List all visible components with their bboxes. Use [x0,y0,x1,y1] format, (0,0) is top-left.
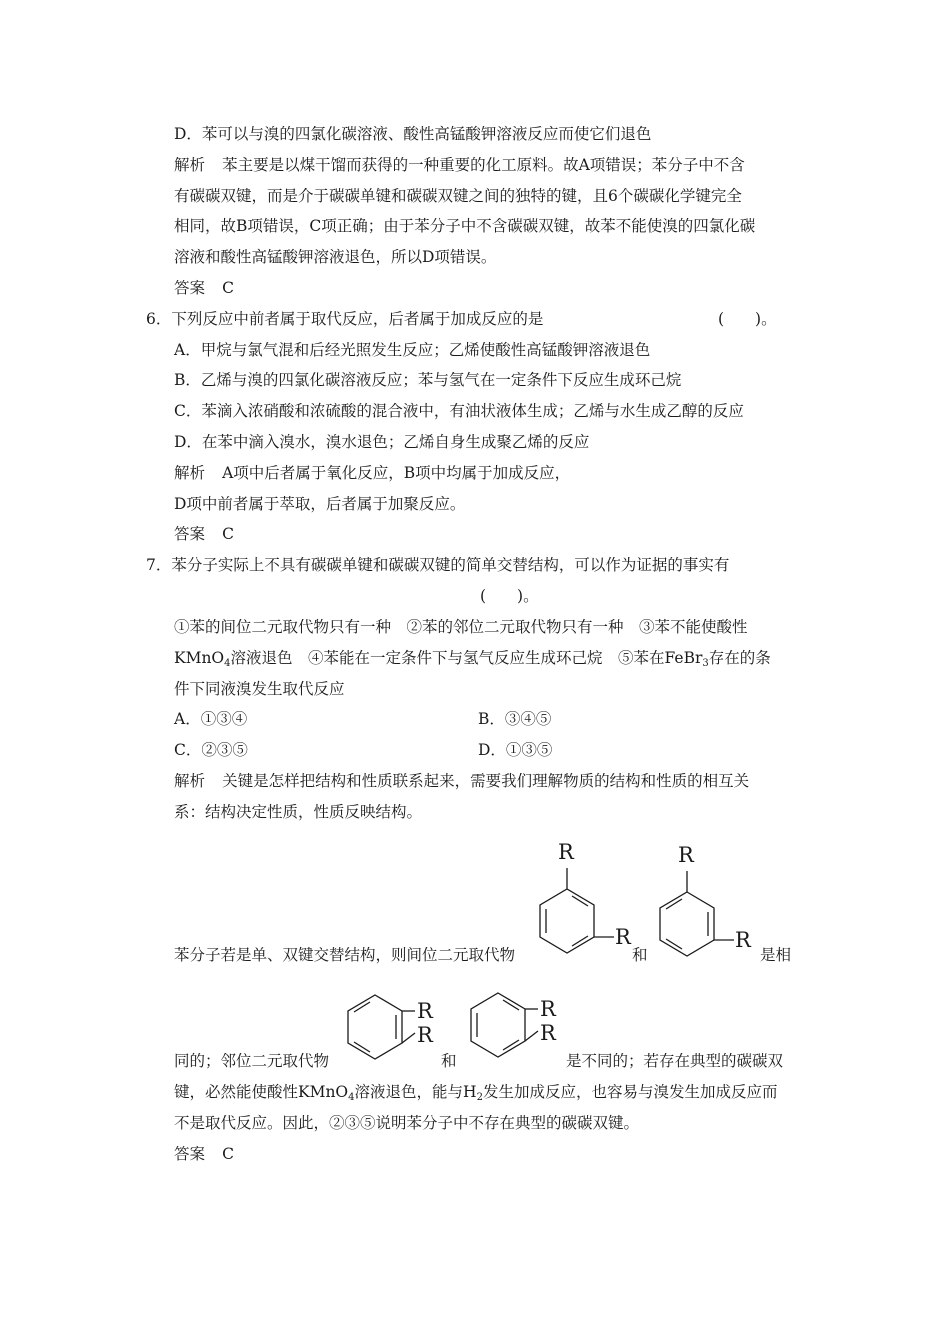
q5-analysis-line: 相同，故B项错误，C项正确；由于苯分子中不含碳碳双键，故苯不能使溴的四氯化碳 [174,217,756,235]
q5-analysis-line [174,155,745,175]
analysis-label: 解析 [174,464,206,482]
subscript: 4 [348,1092,355,1103]
answer-value: C [222,279,234,297]
q7-facts-line: ①苯的间位二元取代物只有一种 ②苯的邻位二元取代物只有一种 ③苯不能使酸性 [174,618,748,636]
q7-meta-text: 苯分子若是单、双键交替结构，则间位二元取代物 [174,946,516,964]
ortho-structure-alternate [458,983,568,1088]
final-text: 发生加成反应，也容易与溴发生加成反应而 [482,1083,778,1101]
answer-label: 答案 [174,279,206,297]
substituent-label: R [417,1023,433,1047]
q6-answer [174,524,234,544]
q6-option-a: A．甲烷与氯气混和后经光照发生反应；乙烯使酸性高锰酸钾溶液退色 [174,341,651,359]
q5-analysis-line: 有碳碳双键，而是介于碳碳单键和碳碳双键之间的独特的键，且6个碳碳化学键完全 [174,187,742,205]
q7-analysis-line: 系：结构决定性质，性质反映结构。 [174,803,423,821]
subscript: 2 [476,1092,483,1103]
double-bond [572,896,588,906]
double-bond [354,1042,370,1052]
q7-answer [174,1144,234,1164]
analysis-label: 解析 [174,772,206,790]
final-text: 溶液退色，能与H [354,1083,477,1101]
q7-answer-blank: ( )。 [480,587,539,605]
benzene-ring [540,889,594,953]
substituent-label: R [615,925,631,949]
analysis-text: 苯主要是以煤干馏而获得的一种重要的化工原料。故A项错误；苯分子中不含 [222,156,745,174]
double-bond [666,899,682,909]
double-bond [572,936,588,946]
q7-option-a: A．①③④ [174,710,248,728]
benzene-ring [471,993,525,1057]
q7-facts-line: 件下同液溴发生取代反应 [174,680,345,698]
q7-ortho-tail: 是不同的；若存在典型的碳碳双 [566,1052,784,1070]
analysis-text: 关键是怎样把结构和性质联系起来，需要我们理解物质的结构和性质的相互关 [222,772,750,790]
ortho-structure-single-double [335,985,445,1090]
q6-answer-blank: ( )。 [718,310,777,328]
q7-final-line: 不是取代反应。因此，②③⑤说明苯分子中不存在典型的碳碳双键。 [174,1114,640,1132]
answer-label: 答案 [174,1145,206,1163]
substituent-label: R [735,928,751,952]
and-word: 和 [632,946,648,964]
bond [525,1031,538,1041]
q7-option-d: D．①③⑤ [478,741,553,759]
q5-analysis-line: 溶液和酸性高锰酸钾溶液退色，所以D项错误。 [174,248,497,266]
q6-stem: 6．下列反应中前者属于取代反应，后者属于加成反应的是 [146,310,544,328]
q6-option-b: B．乙烯与溴的四氯化碳溶液反应；苯与氢气在一定条件下反应生成环己烷 [174,371,682,389]
double-bond [666,939,682,949]
benzene-ring [348,995,402,1059]
formula-kmno4: KMnO [174,649,225,667]
facts-text: 存在的条 [708,649,771,667]
meta-structure-alternate [650,838,760,978]
q5-option-d: D．苯可以与溴的四氯化碳溶液、酸性高锰酸钾溶液反应而使它们退色 [174,125,652,143]
substituent-label: R [540,1021,556,1045]
q6-analysis-line [174,463,570,483]
substituent-label: R [678,843,694,867]
double-bond [503,1000,519,1010]
bond [402,1033,415,1043]
q7-stem: 7．苯分子实际上不具有碳碳单键和碳碳双键的简单交替结构，可以作为证据的事实有 [146,556,730,574]
double-bond [503,1040,519,1050]
analysis-text: A项中后者属于氧化反应，B项中均属于加成反应， [222,464,571,482]
q5-answer [174,278,234,298]
q6-analysis-line: D项中前者属于萃取，后者属于加聚反应。 [174,495,466,513]
q6-option-c: C．苯滴入浓硝酸和浓硫酸的混合液中，有油状液体生成；乙烯与水生成乙醇的反应 [174,402,744,420]
facts-text: 溶液退色 ④苯能在一定条件下与氢气反应生成环己烷 ⑤苯在FeBr [230,649,703,667]
q7-option-b: B．③④⑤ [478,710,552,728]
meta-structure-single-double [530,835,640,975]
double-bond [354,1002,370,1012]
answer-value: C [222,1145,234,1163]
q6-option-d: D．在苯中滴入溴水，溴水退色；乙烯自身生成聚乙烯的反应 [174,433,590,451]
substituent-label: R [540,997,556,1021]
analysis-label: 解析 [174,156,206,174]
subscript: 4 [224,658,231,669]
answer-label: 答案 [174,525,206,543]
final-text: 键，必然能使酸性KMnO [174,1083,349,1101]
substituent-label: R [558,840,574,864]
and-word: 和 [441,1052,457,1070]
q7-final-line [174,1082,777,1102]
q7-analysis-line [174,771,749,791]
q7-ortho-text: 同的；邻位二元取代物 [174,1052,330,1070]
substituent-label: R [417,999,433,1023]
subscript: 3 [702,658,709,669]
q7-facts-line [174,648,771,668]
q7-meta-tail: 是相 [760,946,792,964]
benzene-ring [660,892,714,956]
q7-option-c: C．②③⑤ [174,741,248,759]
answer-value: C [222,525,234,543]
